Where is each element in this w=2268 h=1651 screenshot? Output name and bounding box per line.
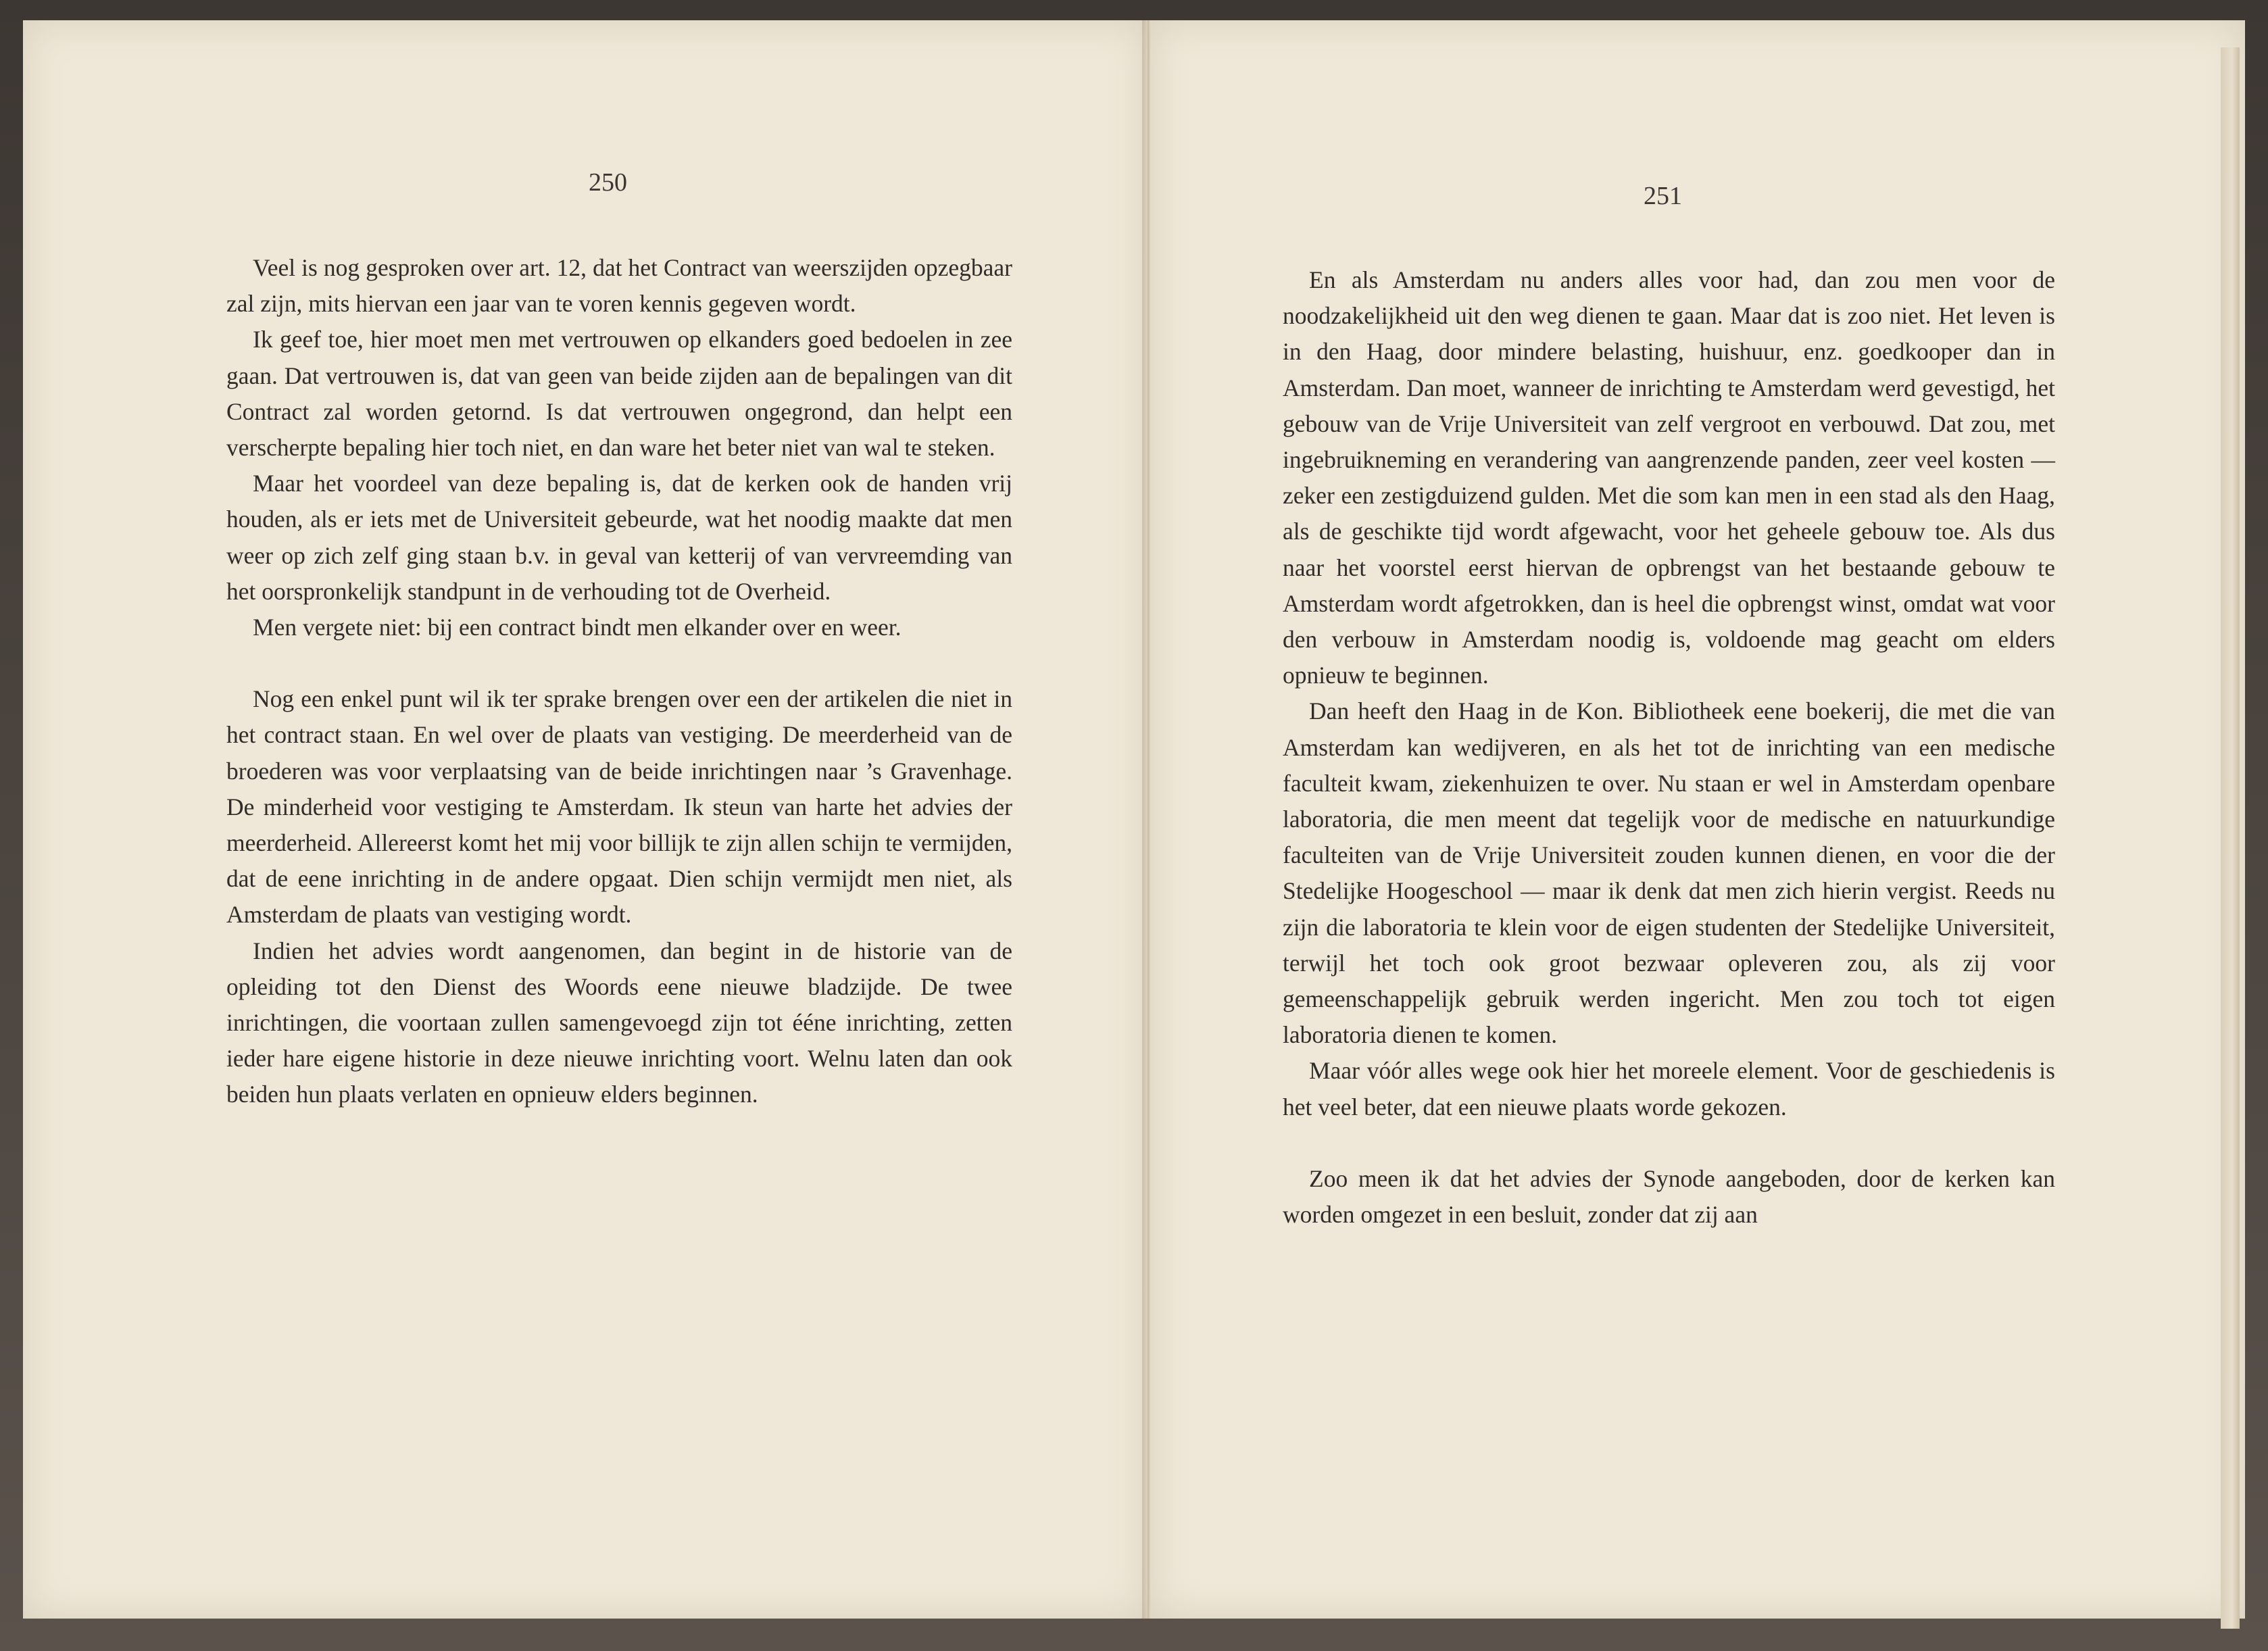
page-number: 250 bbox=[589, 168, 627, 197]
paragraph: Dan heeft den Haag in de Kon. Bibliotheek eene boekerij, die met die van Amsterdam kan wedijveren, en als het tot de inrichting van een medische faculteit kwam, ziekenhuizen te over. Nu staan er wel in Amsterdam openbare laboratoria, die men meent dat tegelijk voor de medische en natuurkundige faculteiten van de Vrije Universiteit zouden kunnen dienen, en voor die der Stedelijke Hoogeschool — maar ik denk dat men zich hierin vergist. Reeds nu zijn die laboratoria te klein voor de eigen studenten der Stedelijke Universiteit, terwijl het toch ook groot bezwaar opleveren zou, als zij voor gemeenschappelijk gebruik werden ingericht. Men zou toch tot eigen laboratoria dienen te komen. bbox=[1283, 697, 2055, 1049]
page-edge bbox=[2221, 47, 2240, 1629]
left-page bbox=[23, 20, 1149, 1619]
left-page-body bbox=[226, 250, 1012, 1113]
paragraph: En als Amsterdam nu anders alles voor had, dan zou men voor de noodzakelijkheid uit den weg dienen te gaan. Maar dat is zoo niet. Het leven is in den Haag, door mindere belasting, huishuur, enz. goedkooper dan in Amsterdam. Dan moet, wanneer de inrichting te Amsterdam werd gevestigd, het gebouw van de Vrije Universiteit van zelf vergroot en verbouwd. Dat zou, met ingebruikneming en verandering van aangrenzende panden, zeer veel kosten — zeker een zestigduizend gulden. Met die som kan men in een stad als den Haag, als de geschikte tijd wordt afgewacht, voor het geheele gebouw toe. Als dus naar het voorstel eerst hiervan de opbrengst van het bestaande gebouw te Amsterdam wordt afgetrokken, dan is heel die opbrengst winst, omdat wat voor den verbouw in Amsterdam noodig is, voldoende mag geacht om elders opnieuw te beginnen. bbox=[1283, 266, 2055, 689]
paragraph: Men vergete niet: bij een contract bindt men elkander over en weer. bbox=[253, 614, 902, 641]
paragraph: Maar het voordeel van deze bepaling is, dat de kerken ook de handen vrij houden, als er iets met de Universiteit gebeurde, wat het noodig maakte dat men weer op zich zelf ging staan b.v. in geval van ketterij of van vervreemding van het oorspronkelijk standpunt in de verhouding tot de Overheid. bbox=[226, 470, 1012, 605]
paragraph: Veel is nog gesproken over art. 12, dat het Contract van weerszijden opzegbaar zal zijn, mits hiervan een jaar van te voren kennis gegeven wordt. bbox=[226, 254, 1012, 318]
right-page bbox=[1149, 20, 2245, 1619]
paragraph: Zoo meen ik dat het advies der Synode aangeboden, door de kerken kan worden omgezet in een besluit, zonder dat zij aan bbox=[1283, 1164, 2055, 1229]
right-page-body bbox=[1283, 262, 2055, 1233]
paragraph: Nog een enkel punt wil ik ter sprake brengen over een der artikelen die niet in het contract staan. En wel over de plaats van vestiging. De meerderheid van de broederen was voor verplaatsing van de beide inrichtingen naar ’s Gravenhage. De minderheid voor vestiging te Amsterdam. Ik steun van harte het advies der meerderheid. Allereerst komt het mij voor billijk te zijn allen schijn te vermijden, dat de eene inrichting in de andere opgaat. Dien schijn vermijdt men niet, als Amsterdam de plaats van vestiging wordt. bbox=[226, 685, 1012, 929]
paragraph: Ik geef toe, hier moet men met vertrouwen op elkanders goed bedoelen in zee gaan. Dat vertrouwen is, dat van geen van beide zijden aan de bepalingen van dit Contract zal worden getornd. Is dat vertrouwen ongegrond, dan helpt een verscherpte bepaling hier toch niet, en dan ware het beter niet van wal te steken. bbox=[226, 326, 1012, 462]
paragraph: Indien het advies wordt aangenomen, dan begint in de historie van de opleiding tot den Dienst des Woords eene nieuwe bladzijde. De twee inrichtingen, die voortaan zullen samengevoegd zijn tot ééne inrichting, zetten ieder hare eigene historie in deze nieuwe inrichting voort. Welnu laten dan ook beiden hun plaats verlaten en opnieuw elders beginnen. bbox=[226, 937, 1012, 1108]
paragraph: Maar vóór alles wege ook hier het moreele element. Voor de geschiedenis is het veel beter, dat een nieuwe plaats worde gekozen. bbox=[1283, 1057, 2055, 1120]
page-number: 251 bbox=[1644, 182, 1682, 210]
